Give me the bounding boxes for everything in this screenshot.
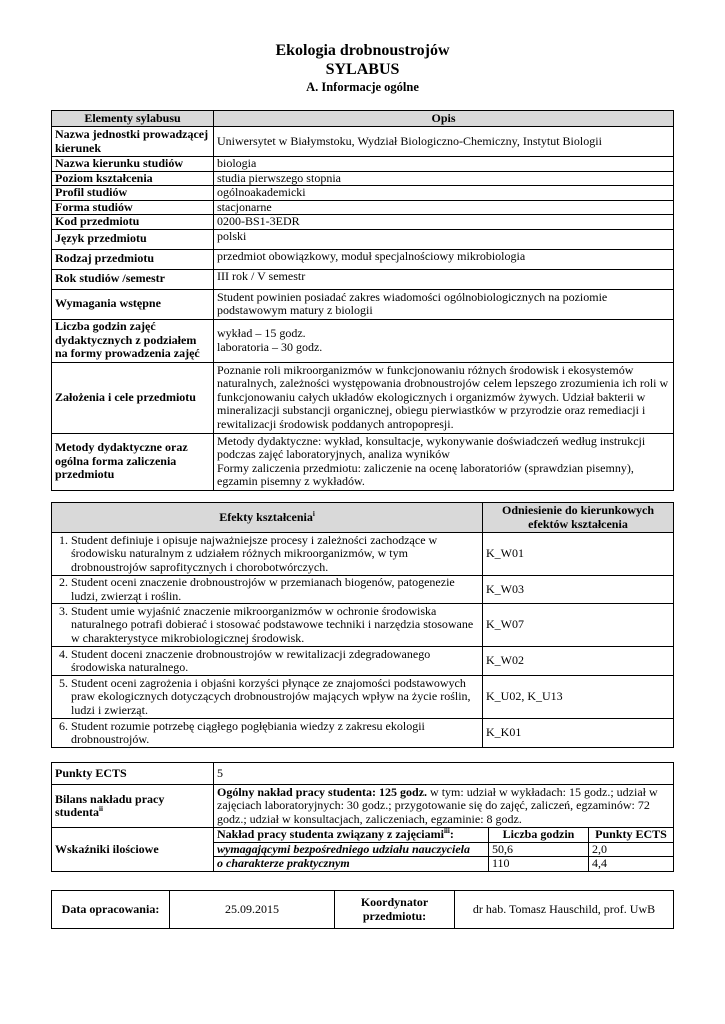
column-header-ects: Punkty ECTS xyxy=(589,828,674,843)
section-heading: A. Informacje ogólne xyxy=(306,80,419,94)
footnote-marker: iii xyxy=(443,827,450,835)
document-title: Ekologia drobnoustrojów xyxy=(275,42,450,59)
assessment-forms: Formy zaliczenia przedmiotu: zaliczenie na ocenę laboratoriów (sprawdzian pisemny), egzamin pisemny z wykładów. xyxy=(217,460,634,488)
outcome-row xyxy=(52,576,674,604)
info-row xyxy=(52,186,674,201)
info-value: Uniwersytet w Białymstoku, Wydział Biologiczno-Chemiczny, Instytut Biologii xyxy=(214,127,674,157)
outcome-text: 1. Student definiuje i opisuje najważniejsze procesy i zależności zachodzące w środowisku naturalnym z udziałem różnych mikroorganizmów, w tym drobnoustrojów saprofitycznych i chorobotwórczych. xyxy=(52,533,483,576)
info-row xyxy=(52,200,674,215)
info-row xyxy=(52,433,674,490)
indicator-ects: 2,0 xyxy=(589,842,674,857)
outcomes-header-label: Efekty kształcenia xyxy=(219,509,313,524)
info-value: 0200-BS1-3EDR xyxy=(214,215,674,230)
info-label: Język przedmiotu xyxy=(52,229,214,249)
outcome-text: 4. Student doceni znaczenie drobnoustrojów w rewitalizacji zdegradowanego środowiska naturalnego. xyxy=(52,647,483,676)
outcomes-header-row xyxy=(52,503,674,533)
info-value: Poznanie roli mikroorganizmów w funkcjonowaniu różnych środowisk i ekosystemów naturalnych, zależności występowania drobnoustrojów celem lepszego zrozumienia ich roli w funkcjonowaniu całych układów ekologicznych i organizmów żywych. Udział bakterii w mineralizacji substancji organicznej, obiegu pierwiastków w przyrodzie oraz remediacji i rewitalizacji środowisk poddanych antropopresji. xyxy=(214,362,674,433)
column-header-description: Opis xyxy=(214,111,674,127)
outcome-row xyxy=(52,676,674,719)
info-value: stacjonarne xyxy=(214,200,674,215)
info-value xyxy=(214,433,674,490)
info-label: Liczba godzin zajęć dydaktycznych z podziałem na formy prowadzenia zajęć xyxy=(52,319,214,362)
info-value: przedmiot obowiązkowy, moduł specjalnościowy mikrobiologia xyxy=(214,249,674,269)
info-label: Rodzaj przedmiotu xyxy=(52,249,214,269)
date-value: 25.09.2015 xyxy=(170,891,335,929)
info-value: ogólnoakademicki xyxy=(214,186,674,201)
footnote-marker: i xyxy=(312,509,315,518)
outcome-ref: K_K01 xyxy=(483,719,674,748)
column-header-outcomes xyxy=(52,503,483,533)
info-row xyxy=(52,171,674,186)
outcome-ref: K_U02, K_U13 xyxy=(483,676,674,719)
indicators-header-row xyxy=(52,828,674,843)
info-label: Forma studiów xyxy=(52,200,214,215)
indicator-label: o charakterze praktycznym xyxy=(214,857,489,872)
footer-table xyxy=(51,890,674,929)
footer-row xyxy=(52,891,674,929)
indicator-label: wymagającymi bezpośredniego udziału nauczyciela xyxy=(214,842,489,857)
outcome-row xyxy=(52,533,674,576)
indicator-hours: 110 xyxy=(489,857,589,872)
info-value: polski xyxy=(214,229,674,249)
column-header-hours: Liczba godzin xyxy=(489,828,589,843)
hours-lab: laboratoria – 30 godz. xyxy=(217,339,323,354)
coordinator-value: dr hab. Tomasz Hauschild, prof. UwB xyxy=(455,891,674,929)
outcome-row xyxy=(52,647,674,676)
outcome-text: 5. Student oceni zagrożenia i objaśni korzyści płynące ze znajomości podstawowych praw ekologicznych dotyczących drobnoustrojów mających wpływ na życie roślin, ludzi i zwierząt. xyxy=(52,676,483,719)
workload-balance-row xyxy=(52,785,674,828)
outcome-ref: K_W03 xyxy=(483,576,674,604)
general-info-table xyxy=(51,110,674,491)
info-value: III rok / V semestr xyxy=(214,269,674,289)
info-label: Kod przedmiotu xyxy=(52,215,214,230)
workload-total: Ogólny nakład pracy studenta: 125 godz. xyxy=(217,784,428,799)
outcome-ref: K_W01 xyxy=(483,533,674,576)
learning-outcomes-table xyxy=(51,502,674,748)
footnote-marker: ii xyxy=(99,805,103,813)
workload-breakdown: w tym: udział w wykładach: 15 godz.; udział w zajęciach laboratoryjnych: 30 godz.; przygotowanie się do zajęć, zaliczeń, egzaminów: 72 godz.; udział w konsultacjach, zaliczeniach, egzaminie: 8 godz. xyxy=(217,784,658,826)
info-row xyxy=(52,289,674,319)
ects-points-value: 5 xyxy=(214,763,674,785)
ects-table xyxy=(51,762,674,872)
workload-balance-label: Bilans nakładu pracy studenta$^{ii}$ xyxy=(52,785,214,828)
coordinator-label: Koordynator przedmiotu: xyxy=(335,891,455,929)
info-value: Student powinien posiadać zakres wiadomości ogólnobiologicznych na poziomie podstawowym matury z biologii xyxy=(214,289,674,319)
document-subtitle: SYLABUS xyxy=(325,61,400,78)
outcome-text: 6. Student rozumie potrzebę ciągłego pogłębiania wiedzy z zakresu ekologii drobnoustrojów. xyxy=(52,719,483,748)
info-label: Nazwa jednostki prowadzącej kierunek xyxy=(52,127,214,157)
info-label: Metody dydaktyczne oraz ogólna forma zaliczenia przedmiotu xyxy=(52,433,214,490)
hours-lecture: wykład – 15 godz. xyxy=(217,326,306,340)
info-row xyxy=(52,127,674,157)
info-value: studia pierwszego stopnia xyxy=(214,171,674,186)
info-row xyxy=(52,215,674,230)
info-label: Profil studiów xyxy=(52,186,214,201)
info-label: Nazwa kierunku studiów xyxy=(52,157,214,172)
outcome-row xyxy=(52,719,674,748)
teaching-methods: Metody dydaktyczne: wykład, konsultacje, wykonywanie doświadczeń według instrukcji podczas zajęć laboratoryjnych, analiza wyników xyxy=(217,433,646,461)
info-label: Wymagania wstępne xyxy=(52,289,214,319)
column-header-elements: Elementy sylabusu xyxy=(52,111,214,127)
info-row xyxy=(52,249,674,269)
outcome-ref: K_W02 xyxy=(483,647,674,676)
info-row xyxy=(52,269,674,289)
ects-points-label: Punkty ECTS xyxy=(52,763,214,785)
indicator-ects: 4,4 xyxy=(589,857,674,872)
outcome-text: 3. Student umie wyjaśnić znaczenie mikroorganizmów w ochronie środowiska naturalnego potrafi dobierać i stosować podstawowe techniki i narzędzia stosowane w charakterystyce mikrobiologicznej środowisk. xyxy=(52,604,483,647)
indicators-head: Nakład pracy studenta związany z zajęciami$^{iii}$: xyxy=(214,828,489,843)
info-row xyxy=(52,229,674,249)
indicators-label: Wskaźniki ilościowe xyxy=(52,828,214,872)
info-row xyxy=(52,157,674,172)
info-label: Rok studiów /semestr xyxy=(52,269,214,289)
workload-balance-text xyxy=(214,785,674,828)
date-label: Data opracowania: xyxy=(52,891,170,929)
column-header-reference: Odniesienie do kierunkowych efektów kształcenia xyxy=(483,503,674,533)
info-value: biologia xyxy=(214,157,674,172)
outcome-ref: K_W07 xyxy=(483,604,674,647)
indicator-hours: 50,6 xyxy=(489,842,589,857)
info-value xyxy=(214,319,674,362)
outcome-text: 2. Student oceni znaczenie drobnoustrojów w przemianach biogenów, patogenezie ludzi, zwierząt i roślin. xyxy=(52,576,483,604)
general-header-row xyxy=(52,111,674,127)
info-row xyxy=(52,362,674,433)
ects-points-row xyxy=(52,763,674,785)
info-label: Założenia i cele przedmiotu xyxy=(52,362,214,433)
info-label: Poziom kształcenia xyxy=(52,171,214,186)
info-row xyxy=(52,319,674,362)
outcome-row xyxy=(52,604,674,647)
